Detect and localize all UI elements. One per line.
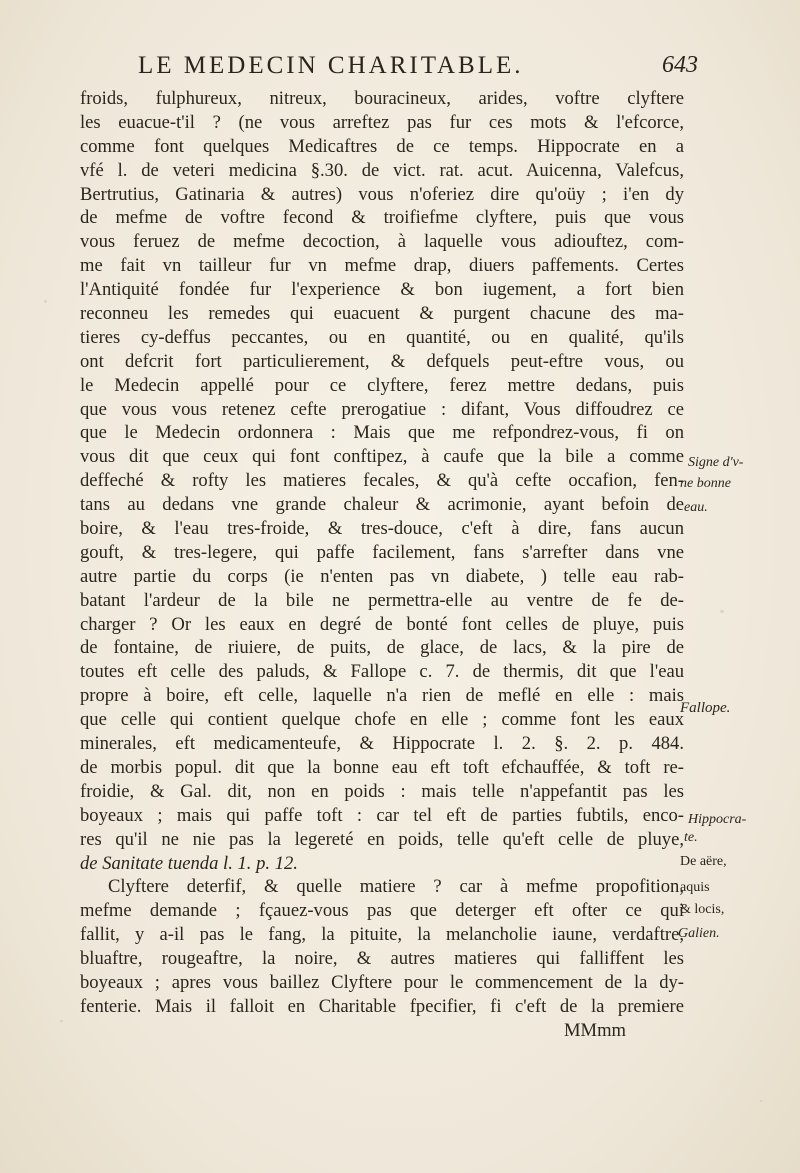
text-line: me fait vn tailleur fur vn mefme drap, diuers paffements. Certes [80,255,684,277]
catchword: MMmm [564,1019,626,1041]
paper-speck [760,1100,762,1102]
margin-note-galien: & locis, [680,902,725,917]
text-line: ont defcrit fort particulierement, & defquels peut-eftre vous, ou [80,350,684,372]
text-line: comme font quelques Medicaftres de ce temps. Hippocrate en a [80,135,684,157]
text-line: Clyftere deterfif, & quelle matiere ? car à mefme propofition, [108,876,684,898]
text-line: res qu'il ne nie pas la legereté en poids, telle qu'eft celle de pluye, [80,828,684,850]
margin-note-hippocrate: te. [684,830,698,845]
text-line: charger ? Or les eaux en degré de bonté font celles de pluye, puis [80,613,684,635]
text-line: boire, & l'eau tres-froide, & tres-douce, c'eft à dire, fans aucun [80,518,684,540]
paper-speck [720,610,724,613]
margin-note-galien: aquis [680,880,710,895]
paper-speck [44,300,47,303]
text-line: froids, fulphureux, nitreux, bouracineux, arides, voftre clyftere [80,88,684,109]
text-line: de mefme de voftre fecond & troifiefme clyftere, puis que vous [80,207,684,229]
text-line: deffeché & rofty les matieres fecales, & qu'à cefte occafion, fen- [80,470,684,492]
text-line: le Medecin appellé pour ce clyftere, ferez mettre dedans, puis [80,374,684,396]
paper-speck [60,1020,63,1022]
text-line: boyeaux ; mais qui paffe toft : car tel eft de parties fubtils, enco- [80,804,684,826]
text-line: vous dit que ceux qui font conftipez, à caufe que la bile a comme [80,446,684,468]
text-line: de Sanitate tuenda l. 1. p. 12. [80,852,298,874]
text-line: tans au dedans vne grande chaleur & acrimonie, ayant befoin de [80,494,684,516]
running-head: LE MEDECIN CHARITABLE. [138,52,524,79]
text-line: Bertrutius, Gatinaria & autres) vous n'oferiez dire qu'oüy ; i'en dy [80,183,684,205]
text-line: reconneu les remedes qui euacuent & purgent chacune des ma- [80,303,684,325]
text-line: froidie, & Gal. dit, non en poids : mais telle n'appefantit pas les [80,780,684,802]
text-line: batant l'ardeur de la bile ne permettra-elle au ventre de fe de- [80,589,684,611]
margin-note-fallope: Fallope. [680,700,731,716]
text-line: que le Medecin ordonnera : Mais que me refpondrez-vous, fi on [80,422,684,444]
margin-note-hippocrate: Hippocra- [688,812,747,827]
text-line: l'Antiquité fondée fur l'experience & bon iugement, a fort bien [80,279,684,301]
margin-note-signe: ne bonne [680,476,731,491]
text-line: bluaftre, rougeaftre, la noire, & autres matieres qui falliffent les [80,948,684,970]
text-line: fenterie. Mais il falloit en Charitable fpecifier, fi c'eft de la premiere [80,995,684,1017]
margin-note-signe: eau. [684,500,708,515]
page-number: 643 [662,52,698,78]
margin-notes [678,0,800,1173]
text-line: que vous vous retenez cefte prerogatiue : difant, Vous diffoudrez ce [80,398,684,420]
text-line: que celle qui contient quelque chofe en elle ; comme font les eaux [80,709,684,731]
margin-note-signe: Signe d'v- [688,455,744,470]
text-line: toutes eft celle des paluds, & Fallope c. 7. de thermis, dit que l'eau [80,661,684,683]
text-line: vfé l. de veteri medicina §.30. de vict. rat. acut. Auicenna, Valefcus, [80,159,684,181]
text-line: vous feruez de mefme decoction, à laquelle vous adiouftez, com- [80,231,684,253]
text-line: boyeaux ; apres vous baillez Clyftere pour le commencement de la dy- [80,971,684,993]
text-line: mefme demande ; fçauez-vous pas que deterger eft ofter ce qui [80,900,684,922]
body-text [80,87,684,1043]
text-line: autre partie du corps (ie n'enten pas vn diabete, ) telle eau rab- [80,565,684,587]
text-line: gouft, & tres-legere, qui paffe facilement, fans s'arrefter dans vne [80,541,684,563]
text-line: fallit, y a-il pas le fang, la pituite, la melancholie iaune, verdaftre, [80,924,684,946]
text-line: les euacue-t'il ? (ne vous arreftez pas fur ces mots & l'efcorce, [80,111,684,133]
text-line: propre à boire, eft celle, laquelle n'a rien de meflé en elle : mais [80,685,684,707]
page-header [138,52,698,88]
text-line: minerales, eft medicamenteufe, & Hippocrate l. 2. §. 2. p. 484. [80,733,684,755]
margin-note-galien: Galien. [678,926,720,941]
text-line: tieres cy-deffus peccantes, ou en quantité, ou en qualité, qu'ils [80,326,684,348]
text-line: de morbis popul. dit que la bonne eau eft toft efchauffée, & toft re- [80,756,684,778]
text-line: de fontaine, de riuiere, de puits, de glace, de lacs, & la pire de [80,637,684,659]
margin-note-galien: De aëre, [680,854,727,869]
